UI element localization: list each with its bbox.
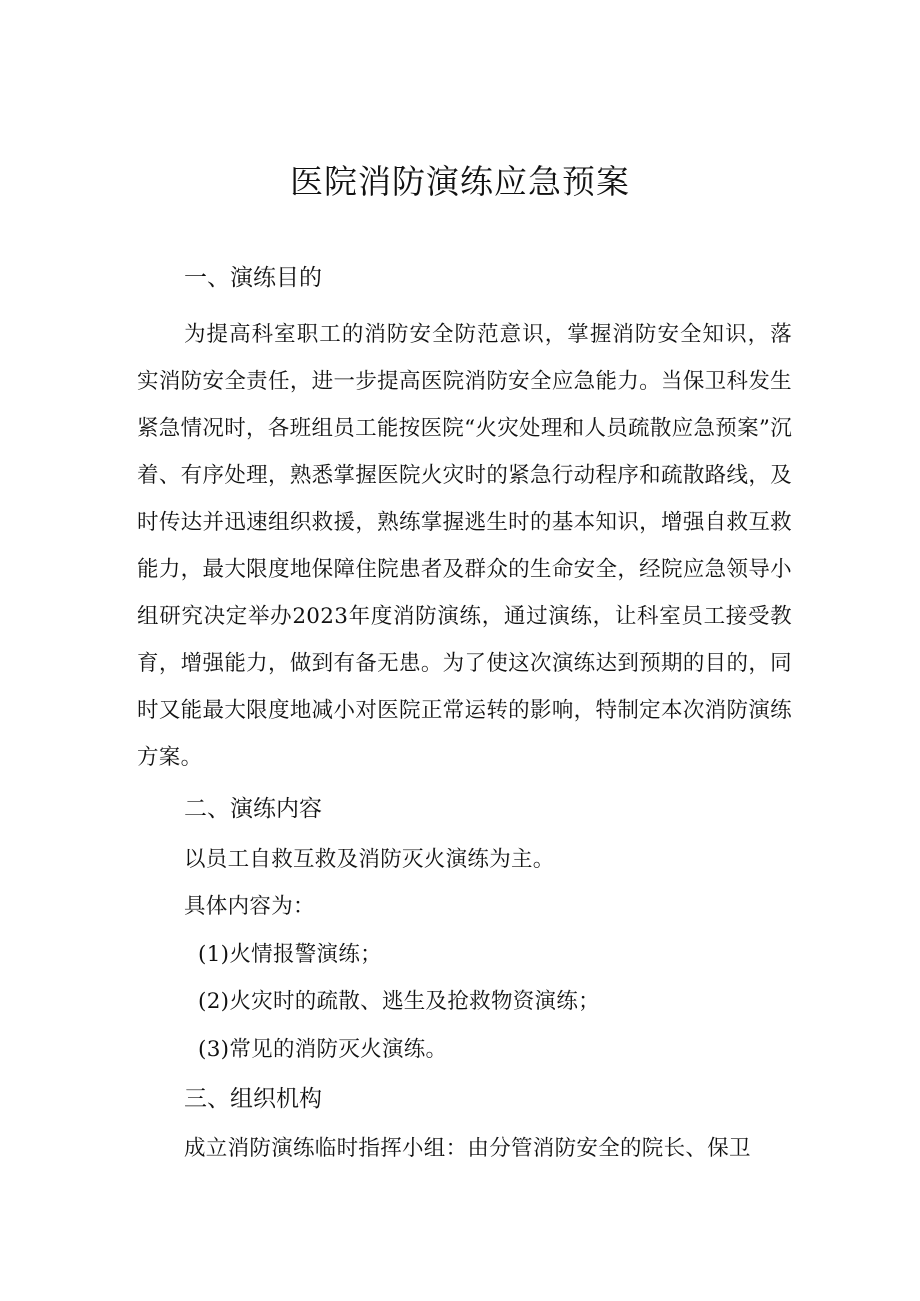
document-title: 医院消防演练应急预案 — [290, 162, 630, 201]
section-heading-content: 二、演练内容 — [184, 796, 322, 822]
content-list-item: (3)常见的消防灭火演练。 — [198, 1037, 448, 1062]
section-heading-organization: 三、组织机构 — [184, 1086, 322, 1112]
content-sub-intro: 具体内容为： — [184, 894, 315, 919]
section-paragraph-organization: 成立消防演练临时指挥小组：由分管消防安全的院长、保卫 — [184, 1136, 751, 1161]
section-paragraph-purpose: 为提高科室职工的消防安全防范意识，掌握消防安全知识，落实消防安全责任，进一步提高医院消防安全应急能力。当保卫科发生紧急情况时，各班组员工能按医院“火灾处理和人员疏散应急预案”沉着、有序处理，熟悉掌握医院火灾时的紧急行动程序和疏散路线，及时传达并迅速组织救援，熟练掌握逃生时的基本知识，增强自救互救能力，最大限度地保障住院患者及群众的生命安全，经院应急领导小组研究决定举办2023年度消防演练，通过演练，让科室员工接受教育，增强能力，做到有备无患。为了使这次演练达到预期的目的，同时又能最大限度地减小对医院正常运转的影响，特制定本次消防演练方案。 — [137, 322, 792, 770]
content-list-item: (1)火情报警演练； — [198, 942, 382, 967]
content-list-item: (2)火灾时的疏散、逃生及抢救物资演练； — [198, 989, 600, 1014]
content-intro: 以员工自救互救及消防灭火演练为主。 — [184, 847, 555, 872]
section-heading-purpose: 一、演练目的 — [184, 265, 322, 291]
